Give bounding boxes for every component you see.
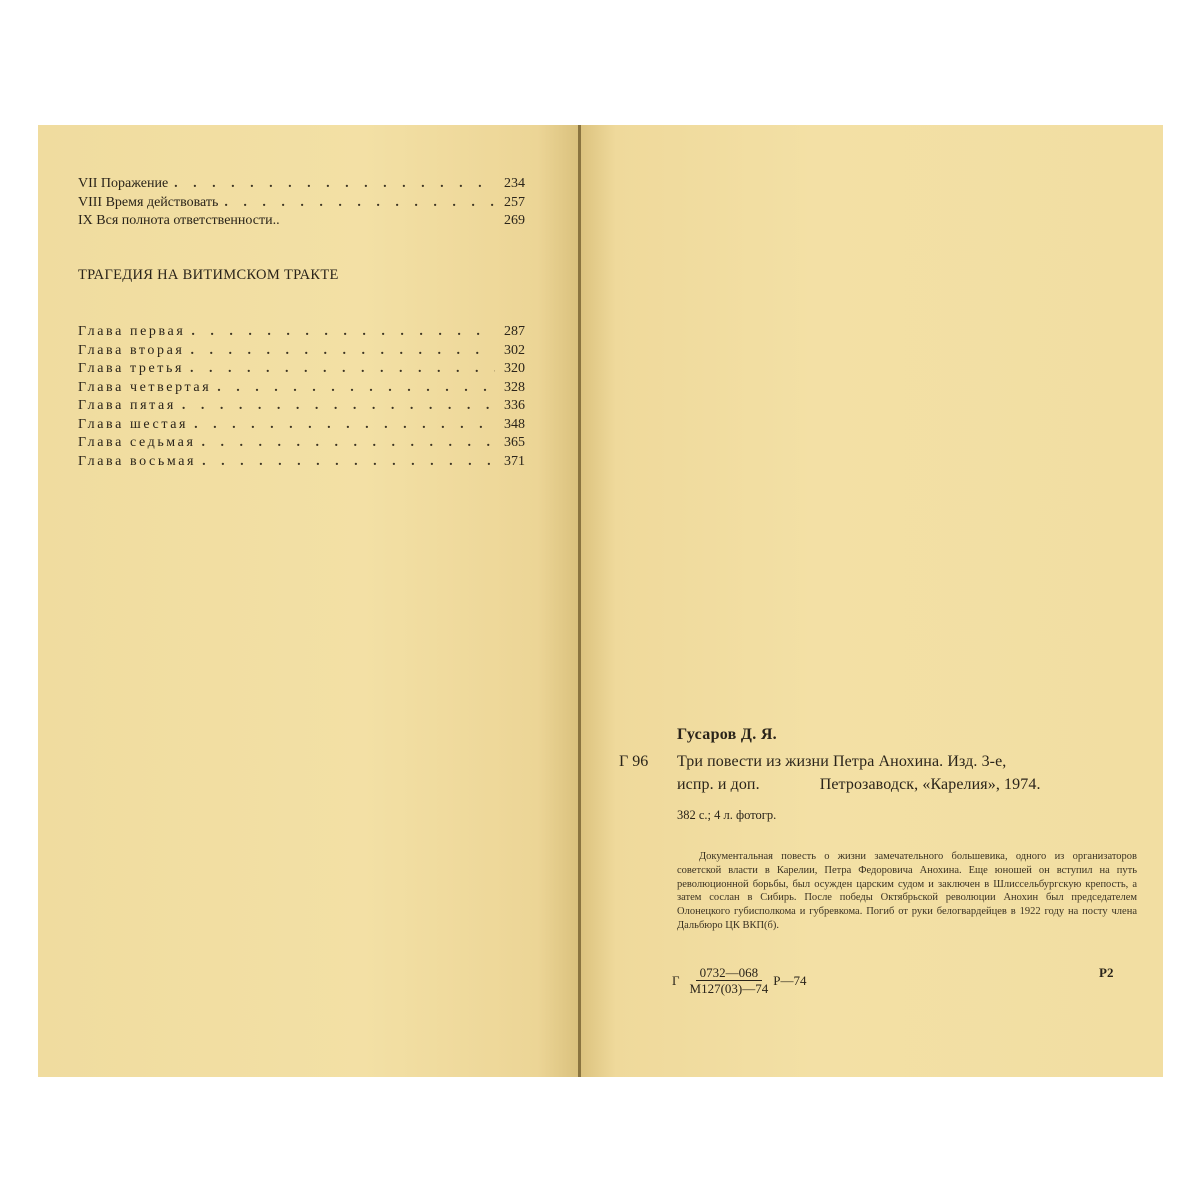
formula-numerator: 0732—068 xyxy=(696,965,763,981)
card-author: Гусаров Д. Я. xyxy=(677,726,777,743)
card-catalog-code: Г 96 xyxy=(619,753,649,770)
toc-entry-page: 234 xyxy=(504,176,525,191)
card-title-line xyxy=(677,753,1006,771)
book-spread xyxy=(38,125,1163,1077)
toc-entry-title: Глава вторая xyxy=(78,342,185,358)
card-publisher: Петрозаводск, «Карелия», 1974. xyxy=(819,776,1041,793)
card-index-formula xyxy=(672,965,806,996)
toc-entry-page: 302 xyxy=(504,342,525,358)
toc-entry xyxy=(78,379,525,398)
toc-leader-dots xyxy=(194,416,495,435)
formula-fraction xyxy=(686,965,773,996)
toc-entry-title: Глава четвертая xyxy=(78,379,212,395)
toc-entry-title: IX Вся полнота ответственности.. xyxy=(78,213,280,228)
toc-entry-title: VIII Время действовать xyxy=(78,194,219,210)
toc-leader-dots xyxy=(202,453,495,472)
toc-entry xyxy=(78,360,525,379)
toc-leader-dots xyxy=(202,434,495,453)
toc-section-title: ТРАГЕДИЯ НА ВИТИМСКОМ ТРАКТЕ xyxy=(78,267,339,283)
left-page xyxy=(38,125,581,1077)
toc-entry-page: 365 xyxy=(504,435,525,450)
formula-denominator: М127(03)—74 xyxy=(689,981,769,996)
toc-entry-title: Глава пятая xyxy=(78,398,176,413)
toc-entry-page: 348 xyxy=(504,416,525,432)
toc-entry-page: 328 xyxy=(504,379,525,395)
card-annotation: Документальная повесть о жизни замечательного большевика, одного из организаторов советской власти в Карелии, Петра Федоровича Анохина. Еще юношей он вступил на путь революционной борьбы, был осужден царским судом и заключен в Шлиссельбургскую крепость, а затем сослан в Сибирь. После победы Октябрьской революции Анохин был председателем Олонецкого губисполкома и губревкома. Погиб от руки белогвардейцев в 1922 году на посту члена Дальбюро ЦК ВКП(б). xyxy=(677,851,1137,931)
card-edition-note: испр. и доп. xyxy=(677,776,760,793)
toc-entry xyxy=(78,342,525,361)
toc-leader-dots xyxy=(224,194,495,213)
toc-entry-page: 287 xyxy=(504,324,525,339)
toc-entry-title: VII Поражение xyxy=(78,176,169,191)
toc-leader-dots xyxy=(217,379,495,398)
toc-entry-page: 269 xyxy=(504,213,525,228)
toc-entry-title: Глава третья xyxy=(78,361,185,376)
toc-entry-title: Глава шестая xyxy=(78,416,189,432)
toc-entry-title: Глава седьмая xyxy=(78,435,196,450)
toc-leader-dots xyxy=(182,397,495,416)
toc-entry-page: 371 xyxy=(504,453,525,469)
card-pages-info: 382 с.; 4 л. фотогр. xyxy=(677,808,777,822)
card-imprint-line xyxy=(677,776,1041,794)
toc-section-chapters xyxy=(78,323,525,471)
toc-entry xyxy=(78,434,525,453)
toc-entry xyxy=(78,453,525,472)
toc-leader-dots xyxy=(191,323,495,342)
toc-entry xyxy=(78,416,525,435)
toc-entry xyxy=(78,323,525,342)
toc-entry xyxy=(78,194,525,213)
toc-entry-title: Глава восьмая xyxy=(78,453,197,469)
formula-letter: Г xyxy=(672,972,680,988)
card-title: Три повести из жизни Петра Анохина. Изд. 3-е, xyxy=(677,753,1007,770)
card-bbk-code: Р2 xyxy=(1099,965,1114,980)
toc-entry-title: Глава первая xyxy=(78,324,186,339)
toc-leader-dots xyxy=(190,342,495,361)
toc-part-chapters xyxy=(78,175,525,231)
toc-leader-dots xyxy=(190,360,495,379)
right-page xyxy=(581,125,1163,1077)
toc-entry-page: 320 xyxy=(504,361,525,376)
formula-suffix: Р—74 xyxy=(773,972,807,988)
toc-entry xyxy=(78,212,525,231)
toc-entry-page: 257 xyxy=(504,194,525,210)
toc-entry-page: 336 xyxy=(504,398,525,413)
toc-leader-dots xyxy=(174,175,495,194)
toc-entry xyxy=(78,175,525,194)
toc-entry xyxy=(78,397,525,416)
